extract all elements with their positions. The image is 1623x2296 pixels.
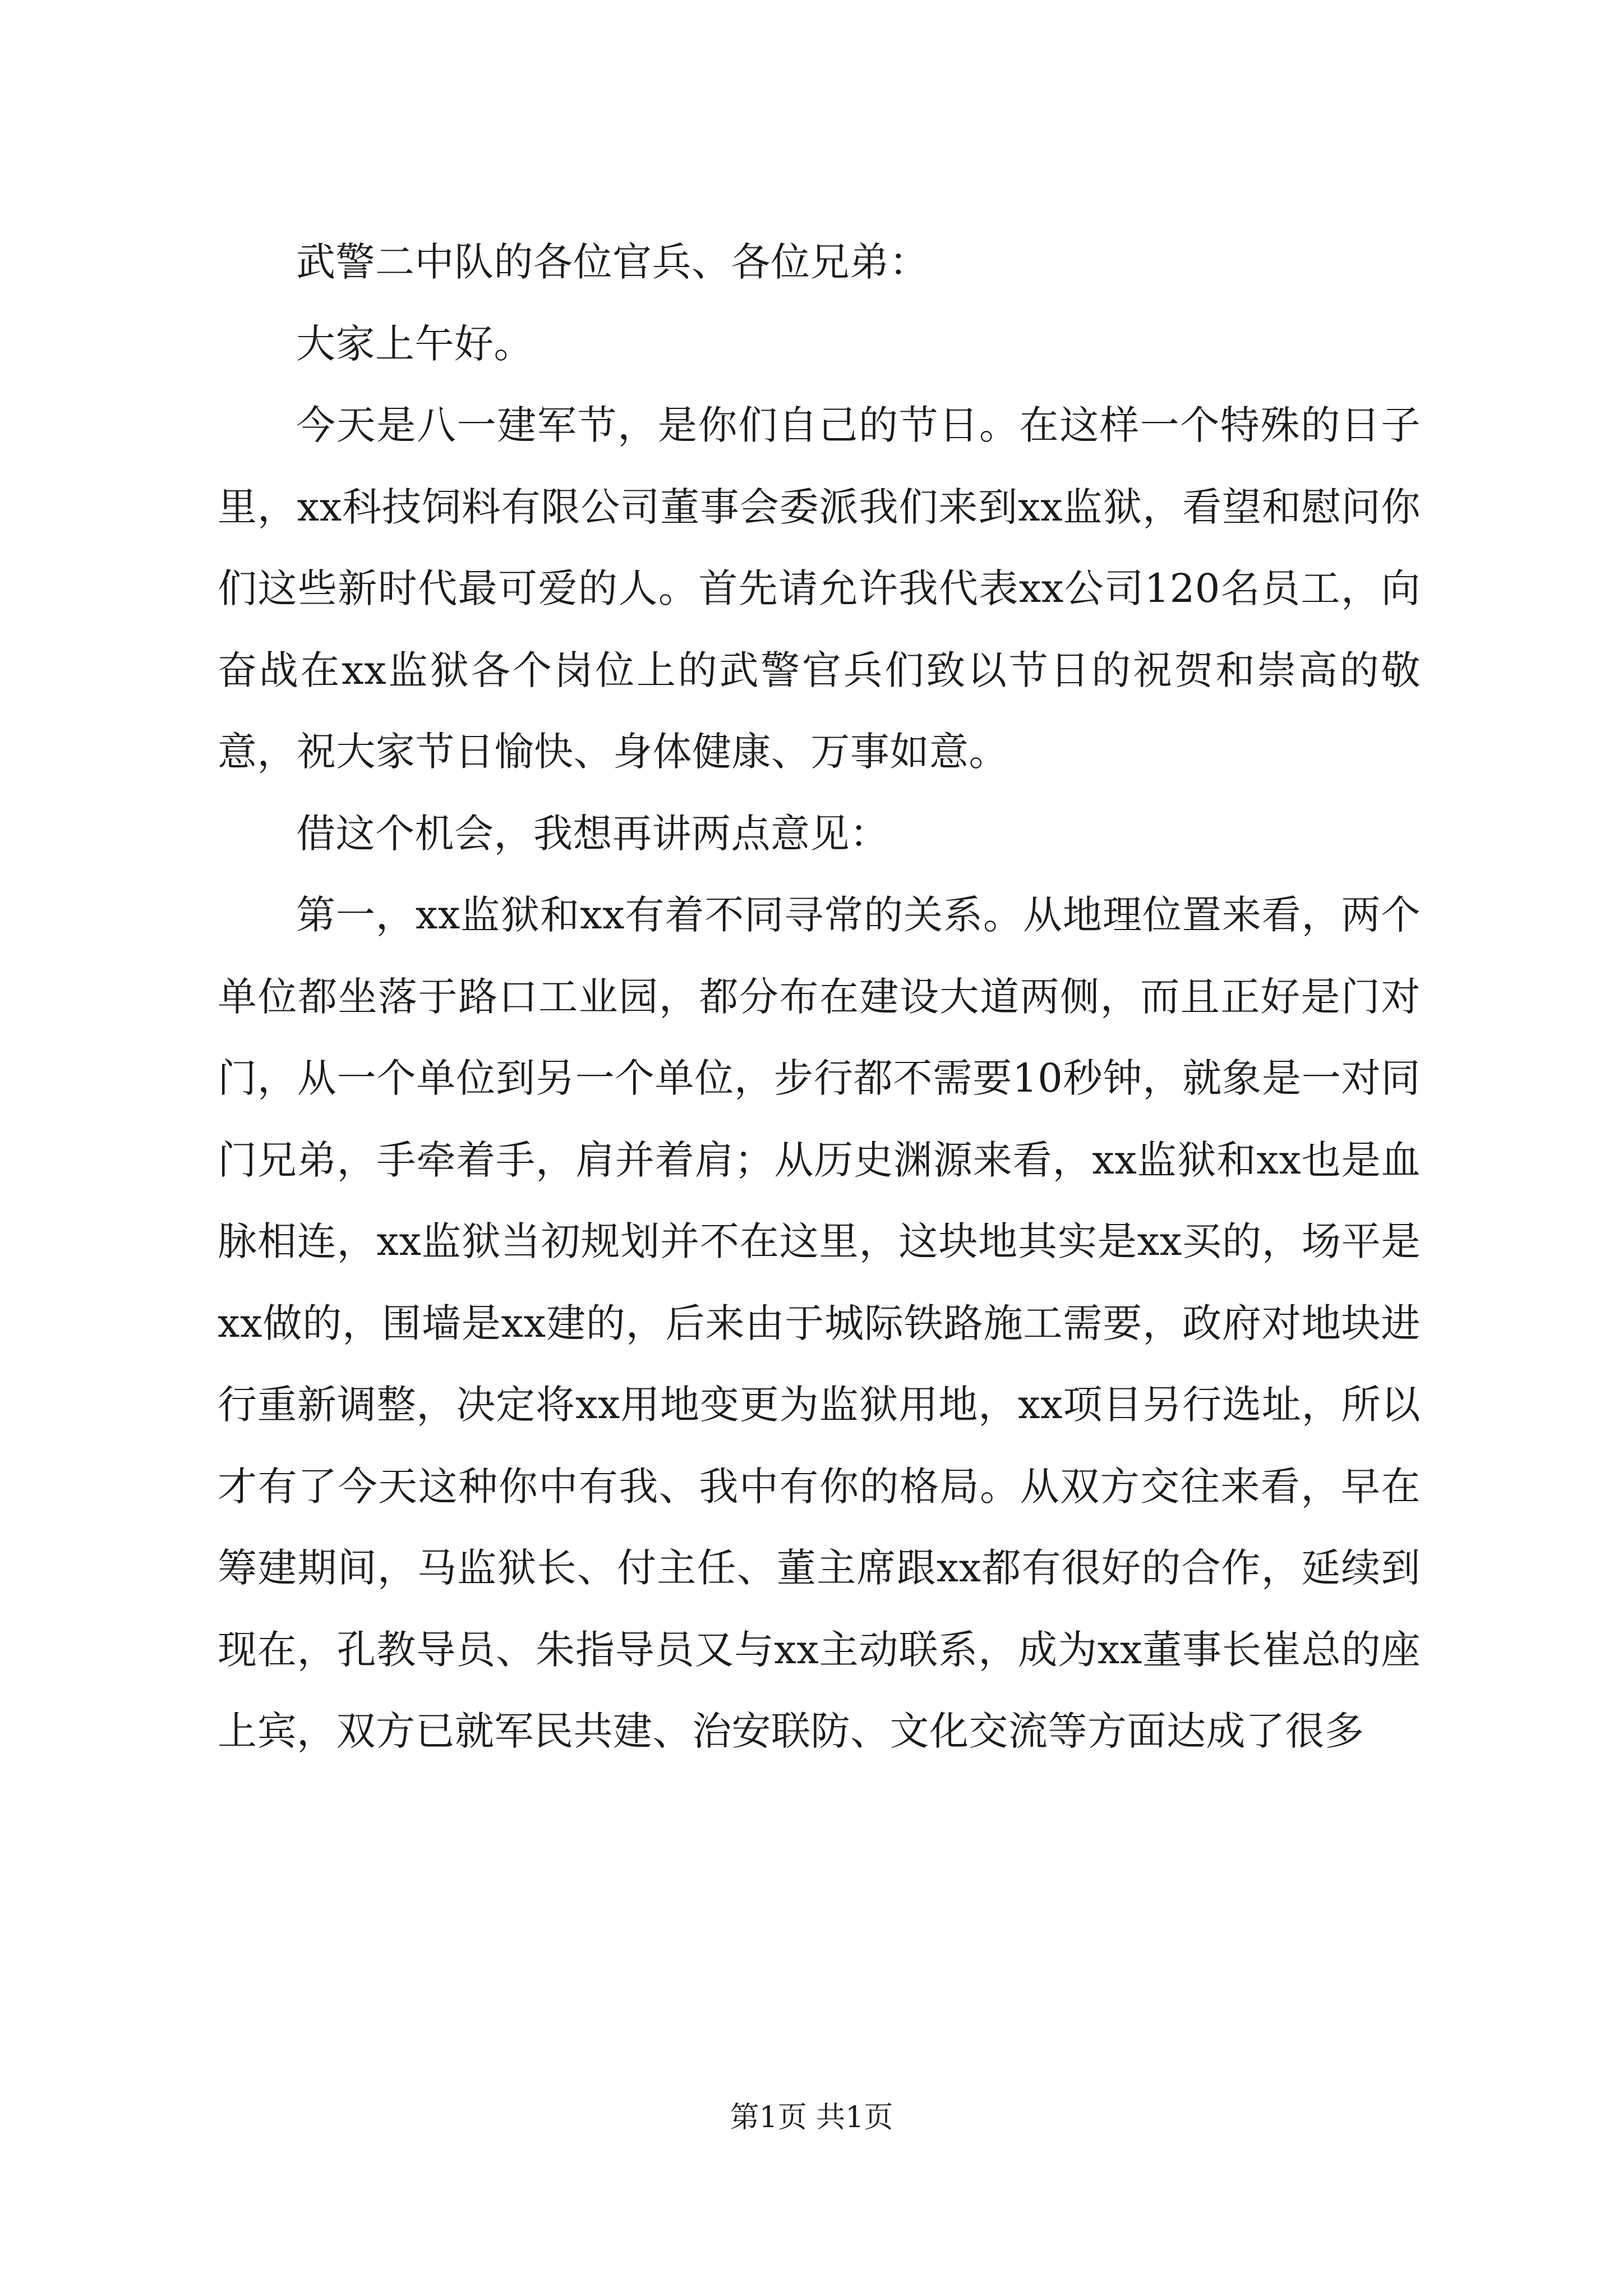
document-body (218, 222, 1421, 1773)
body-paragraph: 今天是八一建军节，是你们自己的节日。在这样一个特殊的日子里，xx科技饲料有限公司董事会委派我们来到xx监狱，看望和慰问你们这些新时代最可爱的人。首先请允许我代表xx公司120名员工，向奋战在xx监狱各个岗位上的武警官兵们致以节日的祝贺和崇高的敬意，祝大家节日愉快、身体健康、万事如意。 (218, 402, 1421, 775)
salutation-paragraph: 武警二中队的各位官兵、各位兄弟： (296, 239, 929, 285)
page-number-footer: 第1页 共1页 (730, 2101, 893, 2134)
body-paragraph: 第一，xx监狱和xx有着不同寻常的关系。从地理位置来看，两个单位都坐落于路口工业园，都分布在建设大道两侧，而且正好是门对门，从一个单位到另一个单位，步行都不需要10秒钟，就象是一对同门兄弟，手牵着手，肩并着肩；从历史渊源来看，xx监狱和xx也是血脉相连，xx监狱当初规划并不在这里，这块地其实是xx买的，场平是xx做的，围墙是xx建的，后来由于城际铁路施工需要，政府对地块进行重新调整，决定将xx用地变更为监狱用地，xx项目另行选址，所以才有了今天这种你中有我、我中有你的格局。从双方交往来看，早在筹建期间，马监狱长、付主任、董主席跟xx都有很好的合作，延续到现在，孔教导员、朱指导员又与xx主动联系，成为xx董事长崔总的座上宾，双方已就军民共建、治安联防、文化交流等方面达成了很多 (218, 892, 1421, 1754)
greeting-paragraph: 大家上午好。 (296, 320, 533, 367)
body-paragraph: 借这个机会，我想再讲两点意见： (296, 810, 889, 857)
